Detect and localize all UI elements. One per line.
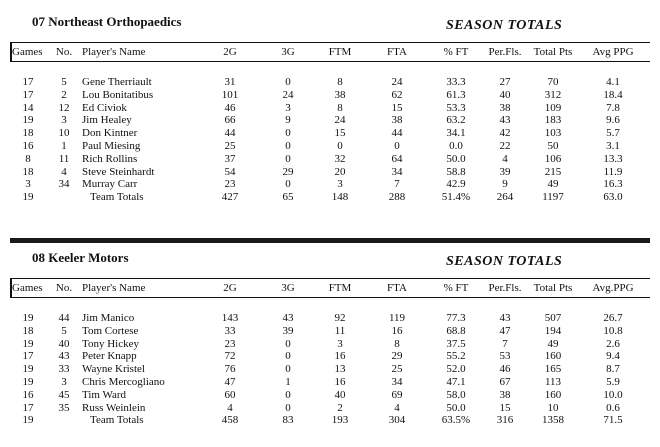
cell-total-pts: 160 xyxy=(544,388,562,401)
cell-games: 17 xyxy=(22,88,34,101)
cell-total-pts: 160 xyxy=(544,350,562,363)
cell-ftm: 20 xyxy=(334,165,346,178)
cell-3g: 0 xyxy=(285,140,291,152)
cell-fta: 4 xyxy=(394,401,400,414)
cell-3g: 0 xyxy=(285,388,291,401)
cell-games: 19 xyxy=(22,337,34,350)
cell-games: 19 xyxy=(22,414,34,427)
cell-avg-ppg: 5.9 xyxy=(606,376,620,388)
cell-pct-ft: 50.0 xyxy=(446,401,466,414)
cell-no: 33 xyxy=(58,363,70,376)
cell-no: 3 xyxy=(61,114,67,127)
table-row xyxy=(0,178,660,191)
cell-player-name: Steve Steinhardt xyxy=(82,165,155,178)
column-header-avg-ppg: Avg PPG xyxy=(592,46,634,58)
cell-games: 18 xyxy=(22,165,34,178)
cell-2g: 143 xyxy=(221,312,239,324)
cell-per-fls: 316 xyxy=(496,414,514,427)
cell-avg-ppg: 10.8 xyxy=(603,324,623,337)
cell-2g: 76 xyxy=(224,363,236,376)
cell-per-fls: 27 xyxy=(499,76,511,88)
cell-player-name: Team Totals xyxy=(90,414,144,427)
cell-ftm: 8 xyxy=(337,76,343,88)
column-header-2g: 2G xyxy=(223,46,237,58)
cell-3g: 39 xyxy=(282,324,294,337)
cell-per-fls: 4 xyxy=(502,152,508,165)
column-header-no: No. xyxy=(55,282,73,294)
cell-no: 2 xyxy=(61,88,67,101)
cell-player-name: Tim Ward xyxy=(82,388,127,401)
column-header-games: Games xyxy=(12,282,43,294)
cell-player-name: Jim Manico xyxy=(82,312,135,324)
cell-total-pts: 194 xyxy=(544,324,562,337)
cell-total-pts: 1358 xyxy=(542,414,564,427)
cell-avg-ppg: 71.5 xyxy=(603,414,623,427)
cell-no: 12 xyxy=(58,101,70,114)
cell-avg-ppg: 7.8 xyxy=(606,101,620,114)
cell-games: 17 xyxy=(22,401,34,414)
cell-player-name: Wayne Kristel xyxy=(82,363,145,376)
cell-ftm: 3 xyxy=(337,337,343,350)
cell-per-fls: 22 xyxy=(499,140,511,152)
cell-per-fls: 47 xyxy=(499,324,511,337)
cell-fta: 34 xyxy=(391,376,403,388)
cell-3g: 0 xyxy=(285,350,291,363)
cell-fta: 34 xyxy=(391,165,403,178)
cell-games: 3 xyxy=(25,178,31,191)
season-totals-label: SEASON TOTALS xyxy=(446,18,563,33)
cell-2g: 458 xyxy=(221,414,239,427)
cell-pct-ft: 53.3 xyxy=(446,101,466,114)
cell-2g: 31 xyxy=(224,76,236,88)
cell-fta: 64 xyxy=(391,152,403,165)
team-title: 08 Keeler Motors xyxy=(32,250,129,265)
cell-pct-ft: 58.0 xyxy=(446,388,466,401)
cell-3g: 83 xyxy=(282,414,294,427)
cell-total-pts: 1197 xyxy=(542,191,564,204)
cell-total-pts: 49 xyxy=(547,178,559,191)
column-header-ftm: FTM xyxy=(328,46,352,58)
cell-ftm: 11 xyxy=(334,324,346,337)
cell-ftm: 40 xyxy=(334,388,346,401)
cell-3g: 65 xyxy=(282,191,294,204)
cell-3g: 9 xyxy=(285,114,291,127)
cell-2g: 47 xyxy=(224,376,236,388)
table-row xyxy=(0,312,660,325)
table-row xyxy=(0,402,660,415)
column-header-pct-ft: % FT xyxy=(443,46,469,58)
column-header-2g: 2G xyxy=(223,282,237,294)
cell-total-pts: 312 xyxy=(544,88,562,101)
cell-3g: 0 xyxy=(285,178,291,191)
cell-fta: 25 xyxy=(391,363,403,376)
column-header-total-pts: Total Pts xyxy=(533,46,573,58)
cell-player-name: Jim Healey xyxy=(82,114,132,127)
cell-avg-ppg: 3.1 xyxy=(606,140,620,152)
cell-avg-ppg: 11.9 xyxy=(603,165,623,178)
cell-avg-ppg: 5.7 xyxy=(606,127,620,140)
cell-fta: 38 xyxy=(391,114,403,127)
cell-per-fls: 15 xyxy=(499,401,511,414)
cell-total-pts: 507 xyxy=(544,312,562,324)
cell-avg-ppg: 13.3 xyxy=(603,152,623,165)
cell-fta: 15 xyxy=(391,101,403,114)
cell-fta: 0 xyxy=(394,140,400,152)
cell-pct-ft: 33.3 xyxy=(446,76,466,88)
table-row xyxy=(0,140,660,153)
cell-no: 10 xyxy=(58,127,70,140)
cell-pct-ft: 77.3 xyxy=(446,312,466,324)
team-totals-row xyxy=(0,191,660,204)
cell-no: 44 xyxy=(58,312,70,324)
cell-2g: 46 xyxy=(224,101,236,114)
cell-games: 18 xyxy=(22,127,34,140)
column-header-player-name: Player's Name xyxy=(82,282,146,294)
cell-2g: 44 xyxy=(224,127,236,140)
table-row xyxy=(0,350,660,363)
cell-total-pts: 109 xyxy=(544,101,562,114)
cell-player-name: Don Kintner xyxy=(82,127,138,140)
cell-total-pts: 103 xyxy=(544,127,562,140)
cell-pct-ft: 52.0 xyxy=(446,363,466,376)
cell-per-fls: 39 xyxy=(499,165,511,178)
column-header-per-fls: Per.Fls. xyxy=(488,282,522,294)
cell-games: 19 xyxy=(22,191,34,204)
team-totals-row xyxy=(0,414,660,427)
cell-total-pts: 70 xyxy=(547,76,559,88)
cell-no: 5 xyxy=(61,324,67,337)
cell-avg-ppg: 0.6 xyxy=(606,401,620,414)
cell-fta: 29 xyxy=(391,350,403,363)
cell-pct-ft: 63.5% xyxy=(441,414,471,427)
cell-per-fls: 264 xyxy=(496,191,514,204)
cell-avg-ppg: 16.3 xyxy=(603,178,623,191)
cell-3g: 0 xyxy=(285,76,291,88)
cell-no: 35 xyxy=(58,401,70,414)
column-header-avg-ppg: Avg.PPG xyxy=(592,282,634,294)
cell-total-pts: 106 xyxy=(544,152,562,165)
cell-total-pts: 183 xyxy=(544,114,562,127)
cell-fta: 7 xyxy=(394,178,400,191)
cell-avg-ppg: 2.6 xyxy=(606,337,620,350)
cell-games: 17 xyxy=(22,76,34,88)
cell-games: 14 xyxy=(22,101,34,114)
cell-ftm: 193 xyxy=(331,414,349,427)
cell-2g: 66 xyxy=(224,114,236,127)
cell-ftm: 2 xyxy=(337,401,343,414)
cell-games: 16 xyxy=(22,140,34,152)
table-row xyxy=(0,363,660,376)
cell-avg-ppg: 18.4 xyxy=(603,88,623,101)
section-divider-bar xyxy=(10,238,650,243)
cell-3g: 3 xyxy=(285,101,291,114)
cell-per-fls: 53 xyxy=(499,350,511,363)
cell-pct-ft: 51.4% xyxy=(441,191,471,204)
cell-fta: 24 xyxy=(391,76,403,88)
column-header-no: No. xyxy=(55,46,73,58)
cell-3g: 43 xyxy=(282,312,294,324)
cell-player-name: Team Totals xyxy=(90,191,144,204)
cell-2g: 23 xyxy=(224,178,236,191)
cell-2g: 23 xyxy=(224,337,236,350)
cell-no: 3 xyxy=(61,376,67,388)
cell-total-pts: 10 xyxy=(547,401,559,414)
column-header-row xyxy=(10,42,650,62)
cell-avg-ppg: 4.1 xyxy=(606,76,620,88)
cell-per-fls: 42 xyxy=(499,127,511,140)
cell-pct-ft: 42.9 xyxy=(446,178,466,191)
cell-player-name: Murray Carr xyxy=(82,178,138,191)
cell-3g: 0 xyxy=(285,363,291,376)
cell-ftm: 13 xyxy=(334,363,346,376)
cell-2g: 54 xyxy=(224,165,236,178)
table-row xyxy=(0,166,660,179)
cell-ftm: 8 xyxy=(337,101,343,114)
cell-fta: 119 xyxy=(388,312,406,324)
cell-pct-ft: 63.2 xyxy=(446,114,466,127)
cell-total-pts: 113 xyxy=(544,376,562,388)
cell-ftm: 24 xyxy=(334,114,346,127)
cell-games: 16 xyxy=(22,388,34,401)
table-row xyxy=(0,114,660,127)
column-header-pct-ft: % FT xyxy=(443,282,469,294)
table-row xyxy=(0,76,660,89)
cell-3g: 0 xyxy=(285,401,291,414)
cell-per-fls: 46 xyxy=(499,363,511,376)
table-row xyxy=(0,102,660,115)
table-row xyxy=(0,89,660,102)
cell-per-fls: 43 xyxy=(499,312,511,324)
cell-games: 19 xyxy=(22,312,34,324)
cell-fta: 304 xyxy=(388,414,406,427)
column-header-total-pts: Total Pts xyxy=(533,282,573,294)
cell-pct-ft: 68.8 xyxy=(446,324,466,337)
cell-fta: 69 xyxy=(391,388,403,401)
cell-no: 11 xyxy=(58,152,70,165)
cell-pct-ft: 58.8 xyxy=(446,165,466,178)
cell-avg-ppg: 26.7 xyxy=(603,312,623,324)
table-row xyxy=(0,338,660,351)
table-row xyxy=(0,376,660,389)
table-row xyxy=(0,389,660,402)
table-row xyxy=(0,153,660,166)
cell-per-fls: 43 xyxy=(499,114,511,127)
cell-per-fls: 38 xyxy=(499,101,511,114)
cell-per-fls: 67 xyxy=(499,376,511,388)
cell-2g: 4 xyxy=(227,401,233,414)
column-header-games: Games xyxy=(12,46,43,58)
cell-ftm: 92 xyxy=(334,312,346,324)
cell-games: 8 xyxy=(25,152,31,165)
cell-ftm: 16 xyxy=(334,376,346,388)
cell-3g: 29 xyxy=(282,165,294,178)
cell-player-name: Rich Rollins xyxy=(82,152,138,165)
cell-games: 18 xyxy=(22,324,34,337)
cell-no: 4 xyxy=(61,165,67,178)
column-header-row xyxy=(10,278,650,298)
cell-2g: 33 xyxy=(224,324,236,337)
cell-fta: 62 xyxy=(391,88,403,101)
team-title: 07 Northeast Orthopaedics xyxy=(32,14,182,29)
cell-no: 34 xyxy=(58,178,70,191)
cell-2g: 101 xyxy=(221,88,239,101)
cell-fta: 288 xyxy=(388,191,406,204)
cell-total-pts: 215 xyxy=(544,165,562,178)
cell-3g: 0 xyxy=(285,127,291,140)
cell-player-name: Peter Knapp xyxy=(82,350,137,363)
cell-avg-ppg: 63.0 xyxy=(603,191,623,204)
cell-pct-ft: 37.5 xyxy=(446,337,466,350)
cell-avg-ppg: 10.0 xyxy=(603,388,623,401)
cell-fta: 44 xyxy=(391,127,403,140)
cell-per-fls: 7 xyxy=(502,337,508,350)
cell-player-name: Gene Therriault xyxy=(82,76,152,88)
column-header-player-name: Player's Name xyxy=(82,46,146,58)
cell-games: 17 xyxy=(22,350,34,363)
cell-3g: 0 xyxy=(285,152,291,165)
cell-fta: 8 xyxy=(394,337,400,350)
cell-per-fls: 38 xyxy=(499,388,511,401)
cell-fta: 16 xyxy=(391,324,403,337)
cell-pct-ft: 55.2 xyxy=(446,350,466,363)
table-row xyxy=(0,325,660,338)
cell-2g: 60 xyxy=(224,388,236,401)
cell-ftm: 15 xyxy=(334,127,346,140)
cell-ftm: 0 xyxy=(337,140,343,152)
cell-pct-ft: 34.1 xyxy=(446,127,466,140)
cell-pct-ft: 0.0 xyxy=(449,140,463,152)
cell-2g: 37 xyxy=(224,152,236,165)
cell-player-name: Lou Bonitatibus xyxy=(82,88,154,101)
cell-3g: 0 xyxy=(285,337,291,350)
cell-2g: 25 xyxy=(224,140,236,152)
column-header-fta: FTA xyxy=(387,282,407,294)
cell-games: 19 xyxy=(22,376,34,388)
cell-no: 43 xyxy=(58,350,70,363)
cell-player-name: Chris Mercogliano xyxy=(82,376,165,388)
cell-games: 19 xyxy=(22,114,34,127)
cell-total-pts: 50 xyxy=(547,140,559,152)
cell-no: 40 xyxy=(58,337,70,350)
cell-no: 5 xyxy=(61,76,67,88)
cell-per-fls: 9 xyxy=(502,178,508,191)
cell-player-name: Tom Cortese xyxy=(82,324,139,337)
table-row xyxy=(0,127,660,140)
cell-ftm: 38 xyxy=(334,88,346,101)
cell-total-pts: 165 xyxy=(544,363,562,376)
cell-ftm: 148 xyxy=(331,191,349,204)
cell-3g: 24 xyxy=(282,88,294,101)
column-header-3g: 3G xyxy=(281,46,295,58)
cell-per-fls: 40 xyxy=(499,88,511,101)
cell-games: 19 xyxy=(22,363,34,376)
cell-2g: 427 xyxy=(221,191,239,204)
cell-avg-ppg: 8.7 xyxy=(606,363,620,376)
cell-ftm: 3 xyxy=(337,178,343,191)
column-header-ftm: FTM xyxy=(328,282,352,294)
cell-avg-ppg: 9.4 xyxy=(606,350,620,363)
column-header-per-fls: Per.Fls. xyxy=(488,46,522,58)
cell-player-name: Russ Weinlein xyxy=(82,401,146,414)
cell-avg-ppg: 9.6 xyxy=(606,114,620,127)
cell-player-name: Tony Hickey xyxy=(82,337,139,350)
column-header-fta: FTA xyxy=(387,46,407,58)
cell-3g: 1 xyxy=(285,376,291,388)
cell-pct-ft: 61.3 xyxy=(446,88,466,101)
cell-2g: 72 xyxy=(224,350,236,363)
cell-ftm: 32 xyxy=(334,152,346,165)
cell-pct-ft: 47.1 xyxy=(446,376,466,388)
cell-pct-ft: 50.0 xyxy=(446,152,466,165)
cell-ftm: 16 xyxy=(334,350,346,363)
cell-player-name: Paul Miesing xyxy=(82,140,141,152)
cell-no: 1 xyxy=(61,140,67,152)
cell-player-name: Ed Civiok xyxy=(82,101,127,114)
season-totals-label: SEASON TOTALS xyxy=(446,254,563,269)
cell-total-pts: 49 xyxy=(547,337,559,350)
cell-no: 45 xyxy=(58,388,70,401)
column-header-3g: 3G xyxy=(281,282,295,294)
